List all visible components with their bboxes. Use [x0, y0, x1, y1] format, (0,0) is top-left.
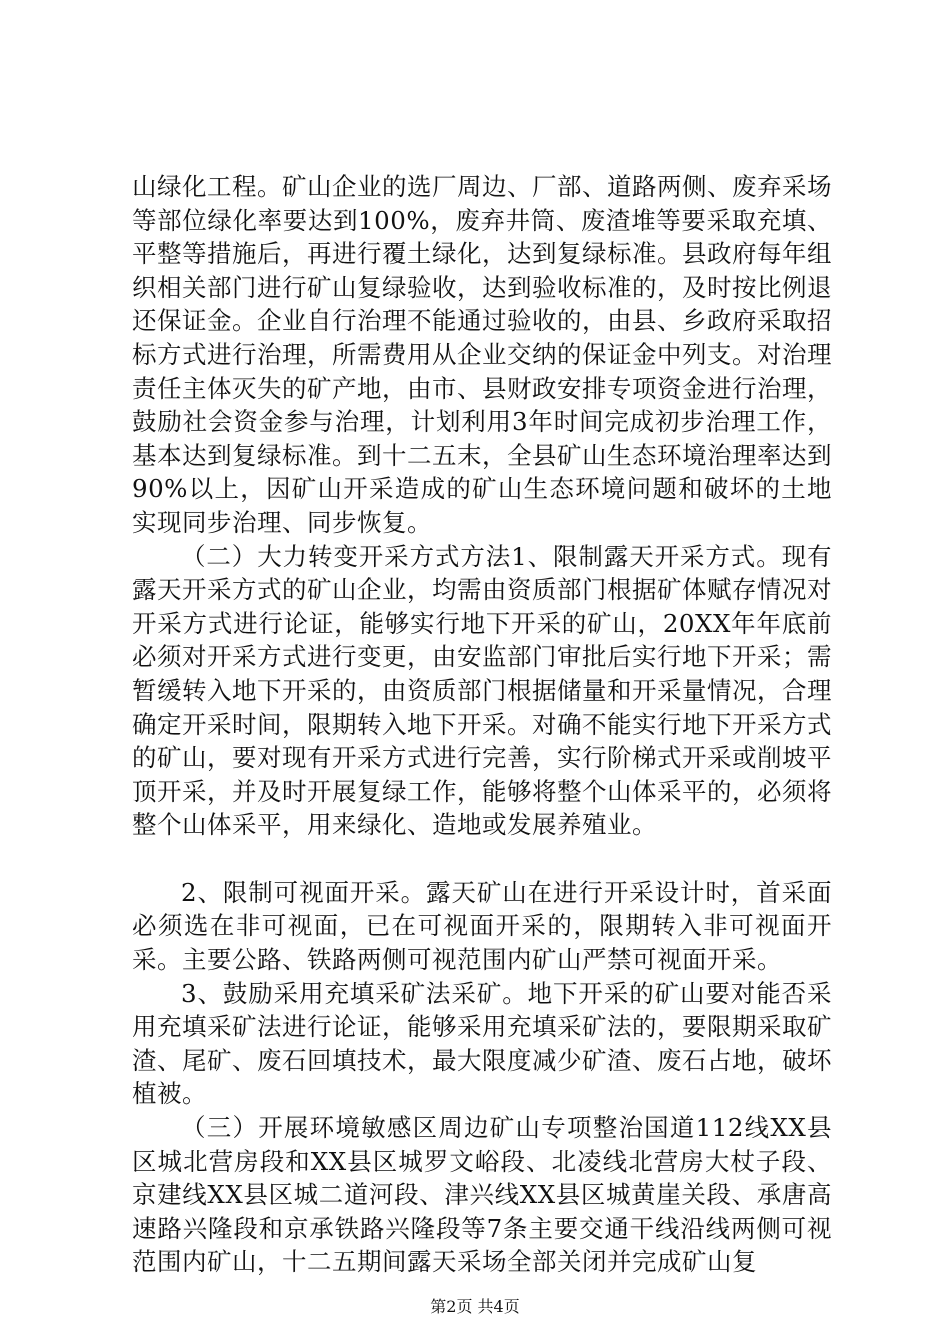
document-body [132, 170, 832, 1279]
paragraph-section-three: （三）开展环境敏感区周边矿山专项整治国道112线XX县区城北营房段和XX县区城罗文峪段、北凌线北营房大杖子段、京建线XX县区城二道河段、津兴线XX县区城黄崖关段、承唐高速路兴隆段和京承铁路兴隆段等7条主要交通干线沿线两侧可视范围内矿山，十二五期间露天采场全部关闭并完成矿山复 [132, 1113, 832, 1277]
paragraph-item-two: 2、限制可视面开采。露天矿山在进行开采设计时，首采面必须选在非可视面，已在可视面开采的，限期转入非可视面开采。主要公路、铁路两侧可视范围内矿山严禁可视面开采。 [132, 877, 832, 975]
page-footer: 第2页 共4页 [430, 1297, 520, 1316]
paragraph-continuation: 山绿化工程。矿山企业的选厂周边、厂部、道路两侧、废弃采场等部位绿化率要达到100%，废弃井筒、废渣堆等要采取充填、平整等措施后，再进行覆土绿化，达到复绿标准。县政府每年组织相关部门进行矿山复绿验收，达到验收标准的，及时按比例退还保证金。企业自行治理不能通过验收的，由县、乡政府采取招标方式进行治理，所需费用从企业交纳的保证金中列支。对治理责任主体灭失的矿产地，由市、县财政安排专项资金进行治理，鼓励社会资金参与治理，计划利用3年时间完成初步治理工作，基本达到复绿标准。到十二五末，全县矿山生态环境治理率达到90%以上，因矿山开采造成的矿山生态环境问题和破坏的土地实现同步治理、同步恢复。 [132, 172, 832, 537]
paragraph-section-two: （二）大力转变开采方式方法1、限制露天开采方式。现有露天开采方式的矿山企业，均需由资质部门根据矿体赋存情况对开采方式进行论证，能够实行地下开采的矿山，20XX年年底前必须对开采方式进行变更，由安监部门审批后实行地下开采；需暂缓转入地下开采的，由资质部门根据储量和开采量情况，合理确定开采时间，限期转入地下开采。对确不能实行地下开采方式的矿山，要对现有开采方式进行完善，实行阶梯式开采或削坡平顶开采，并及时开展复绿工作，能够将整个山体采平的，必须将整个山体采平，用来绿化、造地或发展养殖业。 [132, 541, 832, 840]
paragraph-item-three: 3、鼓励采用充填采矿法采矿。地下开采的矿山要对能否采用充填采矿法进行论证，能够采用充填采矿法的，要限期采取矿渣、尾矿、废石回填技术，最大限度减少矿渣、废石占地，破坏植被。 [132, 978, 832, 1109]
